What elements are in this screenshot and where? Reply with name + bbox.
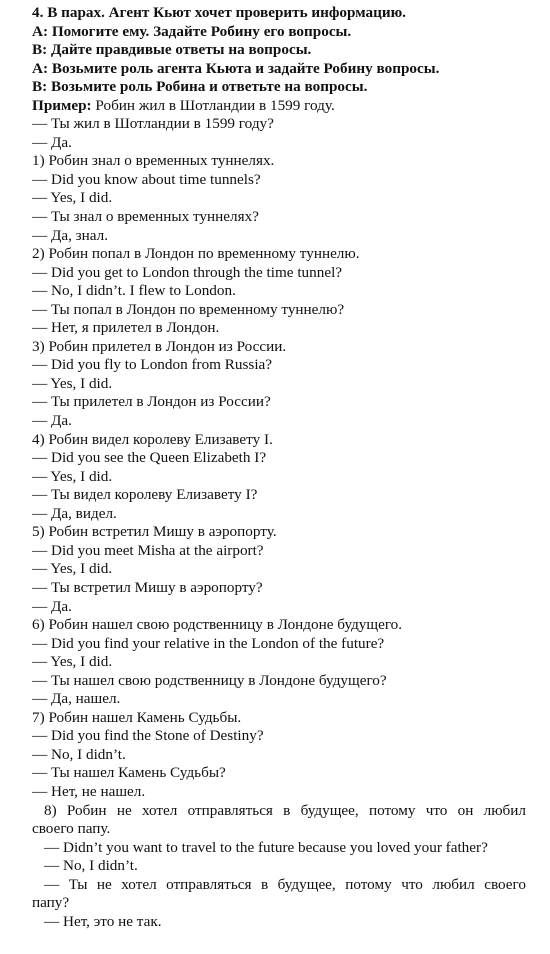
item-question-ru: — Ты не хотел отправляться в будущее, потому что любил своего [44, 875, 526, 893]
item-answer-ru: — Нет, это не так. [44, 912, 162, 930]
item-question-ru: — Ты прилетел в Лондон из России? [32, 393, 271, 411]
item-answer-en: — Yes, I did. [32, 560, 113, 578]
item-answer-en: — No, I didn’t. [32, 745, 126, 763]
item-answer-ru: — Да. [32, 412, 72, 430]
item-question-ru: — Ты нашел Камень Судьбы? [32, 764, 226, 782]
item-question-ru: — Ты встретил Мишу в аэропорту? [32, 578, 263, 596]
item-answer-ru: — Нет, я прилетел в Лондон. [32, 319, 220, 337]
instruction-line: В: Возьмите роль Робина и ответьте на вопросы. [32, 78, 368, 96]
item-statement: 6) Робин нашел свою родственницу в Лондоне будущего. [32, 616, 403, 634]
item-answer-en: — No, I didn’t. I flew to London. [32, 282, 236, 300]
example-label: Пример: [32, 96, 92, 114]
item-question-en: — Did you find your relative in the London of the future? [32, 634, 385, 652]
item-answer-en: — Yes, I did. [32, 374, 113, 392]
item-question-en: — Did you meet Misha at the airport? [32, 541, 264, 559]
item-answer-en: — Yes, I did. [32, 653, 113, 671]
item-question-ru: — Ты видел королеву Елизавету I? [32, 486, 258, 504]
item-answer-ru: — Да, знал. [32, 226, 109, 244]
item-question-en: — Did you get to London through the time tunnel? [32, 263, 343, 281]
item-question-en: — Did you find the Stone of Destiny? [32, 727, 264, 745]
item-answer-ru: — Нет, не нашел. [32, 782, 146, 800]
instruction-line: А: Возьмите роль агента Кьюта и задайте Робину вопросы. [32, 59, 440, 77]
item-answer-ru: — Да, нашел. [32, 690, 121, 708]
item-statement: 2) Робин попал в Лондон по временному туннелю. [32, 245, 360, 263]
item-statement-cont: своего папу. [32, 820, 111, 838]
item-statement: 1) Робин знал о временных туннелях. [32, 152, 275, 170]
example-question: — Ты жил в Шотландии в 1599 году? [32, 115, 274, 133]
item-question-ru-cont: папу? [32, 894, 70, 912]
example-answer: — Да. [32, 133, 72, 151]
item-statement: 8) Робин не хотел отправляться в будущее, потому что он любил [44, 801, 526, 819]
item-question-ru: — Ты нашел свою родственницу в Лондоне будущего? [32, 671, 387, 689]
item-statement: 3) Робин прилетел в Лондон из России. [32, 337, 287, 355]
exercise-title: 4. В парах. Агент Кьют хочет проверить информацию. [32, 4, 406, 21]
item-question-en: — Did you fly to London from Russia? [32, 356, 273, 374]
item-statement: 7) Робин нашел Камень Судьбы. [32, 708, 242, 726]
item-answer-en: — No, I didn’t. [44, 857, 138, 875]
item-question-en: — Didn’t you want to travel to the future because you loved your father? [44, 838, 488, 856]
item-question-ru: — Ты знал о временных туннелях? [32, 208, 259, 226]
item-statement: 5) Робин встретил Мишу в аэропорту. [32, 523, 277, 541]
example-text: Робин жил в Шотландии в 1599 году. [91, 96, 335, 114]
item-answer-en: — Yes, I did. [32, 189, 113, 207]
item-question-en: — Did you know about time tunnels? [32, 170, 261, 188]
example-line [32, 97, 526, 116]
instruction-line: А: Помогите ему. Задайте Робину его вопросы. [32, 22, 352, 40]
item-question-en: — Did you see the Queen Elizabeth I? [32, 449, 267, 467]
item-answer-en: — Yes, I did. [32, 467, 113, 485]
item-statement: 4) Робин видел королеву Елизавету I. [32, 430, 273, 448]
item-answer-ru: — Да, видел. [32, 504, 117, 522]
item-question-ru: — Ты попал в Лондон по временному туннелю? [32, 300, 345, 318]
item-answer-ru: — Да. [32, 597, 72, 615]
instruction-line: В: Дайте правдивые ответы на вопросы. [32, 41, 312, 59]
